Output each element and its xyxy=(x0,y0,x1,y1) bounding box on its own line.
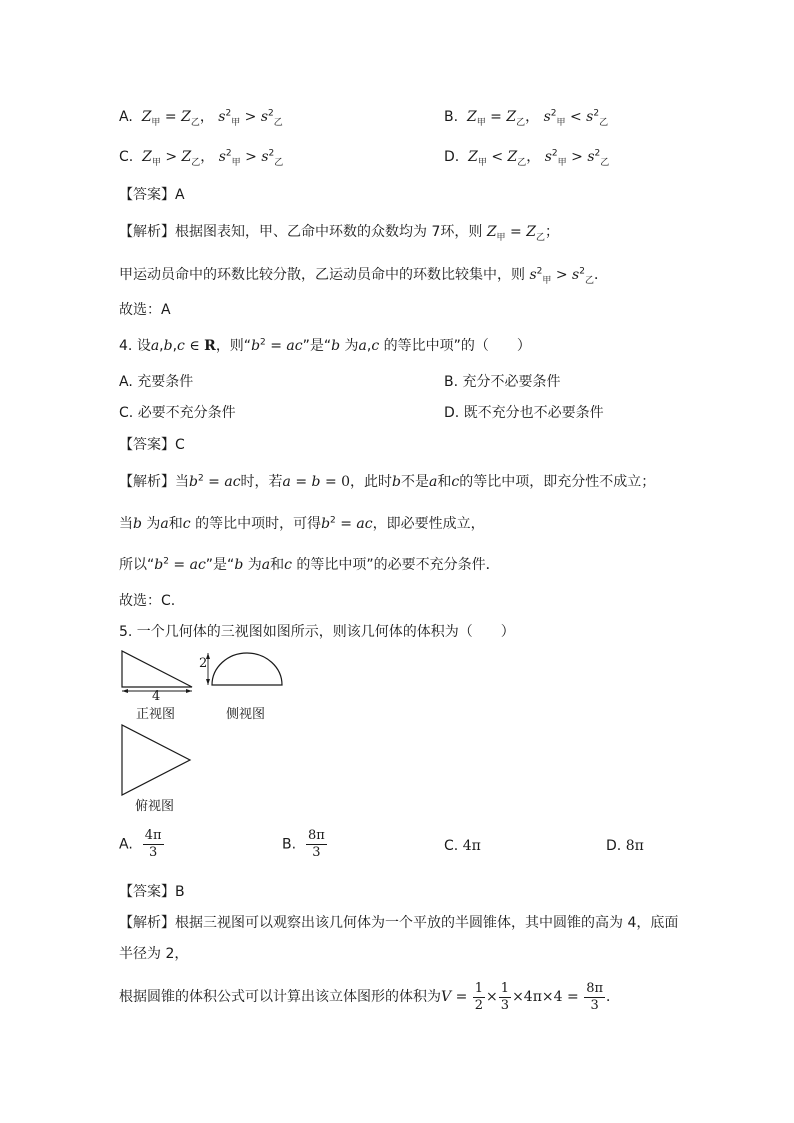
front-view-label: 正视图 xyxy=(136,707,176,722)
q4-option-b: B. 充分不必要条件 xyxy=(444,374,561,390)
q3-option-b: B. $Z_甲 = Z_乙$， $s^2_甲 < s^2_乙$ xyxy=(444,108,609,128)
q5-analysis-line1: 【解析】根据三视图可以观察出该几何体为一个平放的半圆锥体，其中圆锥的高为 4，底面 xyxy=(119,915,679,931)
q4-analysis-line2: 当b 为a和c 的等比中项时，可得$b^2$ = ac，即必要性成立， xyxy=(119,515,485,532)
front-dimension-label: 4 xyxy=(152,689,161,704)
side-dimension-label: 2 xyxy=(199,656,208,671)
q4-option-c: C. 必要不充分条件 xyxy=(119,405,236,421)
front-view-triangle xyxy=(122,651,192,687)
q3-choose: 故选：A xyxy=(119,302,171,318)
front-dim-arrow-left xyxy=(122,689,128,693)
side-view-label: 侧视图 xyxy=(226,707,266,722)
q5-answer: 【答案】B xyxy=(119,884,185,900)
front-dim-arrow-right xyxy=(186,689,192,693)
side-view-semicircle xyxy=(212,653,282,685)
q4-analysis-line3: 所以“$b^2$ = ac”是“b 为a和c 的等比中项”的必要不充分条件． xyxy=(119,556,500,573)
q3-option-c: C. $Z_甲 > Z_乙$， $s^2_甲 > s^2_乙$ xyxy=(119,148,284,168)
side-dim-arrow-bottom xyxy=(206,679,210,685)
q3-analysis-line2: 甲运动员命中的环数比较分散，乙运动员命中的环数比较集中，则 $s^2_甲 > s^2_乙$． xyxy=(119,266,608,286)
q3-option-d: D. $Z_甲 < Z_乙$， $s^2_甲 > s^2_乙$ xyxy=(444,148,610,168)
q5-option-b: B. $\frac{8\pi}{3}$ xyxy=(282,828,325,860)
top-view-label: 俯视图 xyxy=(135,799,175,814)
q5-option-c: C. 4π xyxy=(444,838,481,854)
q3-analysis-line1: 【解析】根据图表知，甲、乙命中环数的众数均为 7环，则 $Z_甲 = Z_乙$； xyxy=(119,224,559,243)
q5-stem: 5. 一个几何体的三视图如图所示，则该几何体的体积为（ ） xyxy=(119,624,515,640)
q5-analysis-line3: 根据圆锥的体积公式可以计算出该立体图形的体积为V = $\frac{1}{2}$ × $\frac{1}{3}$ ×4π×4 = $\frac{8\pi}{3}$ ． xyxy=(119,980,621,1013)
q4-choose: 故选：C. xyxy=(119,593,176,609)
q5-analysis-line2: 半径为 2， xyxy=(119,946,189,962)
q4-option-a: A. 充要条件 xyxy=(119,374,194,390)
q4-option-d: D. 既不充分也不必要条件 xyxy=(444,405,604,421)
q5-option-d: D. 8π xyxy=(606,838,644,854)
q4-stem: 4. 设a,b,c ∈ R，则“$b^2$ = ac”是“b 为a,c 的等比中项”的（ ） xyxy=(119,337,531,354)
q3-answer: 【答案】A xyxy=(119,187,185,203)
q4-analysis-line1: 【解析】当$b^2$ = ac时，若a = b = 0，此时b不是a和c的等比中项，即充分性不成立； xyxy=(119,473,656,490)
q5-option-a: A. $\frac{4\pi}{3}$ xyxy=(119,828,162,860)
top-view-triangle xyxy=(122,725,190,795)
q4-answer: 【答案】C xyxy=(119,437,185,453)
q3-option-a: A. $Z_甲 = Z_乙$， $s^2_甲 > s^2_乙$ xyxy=(119,108,283,128)
